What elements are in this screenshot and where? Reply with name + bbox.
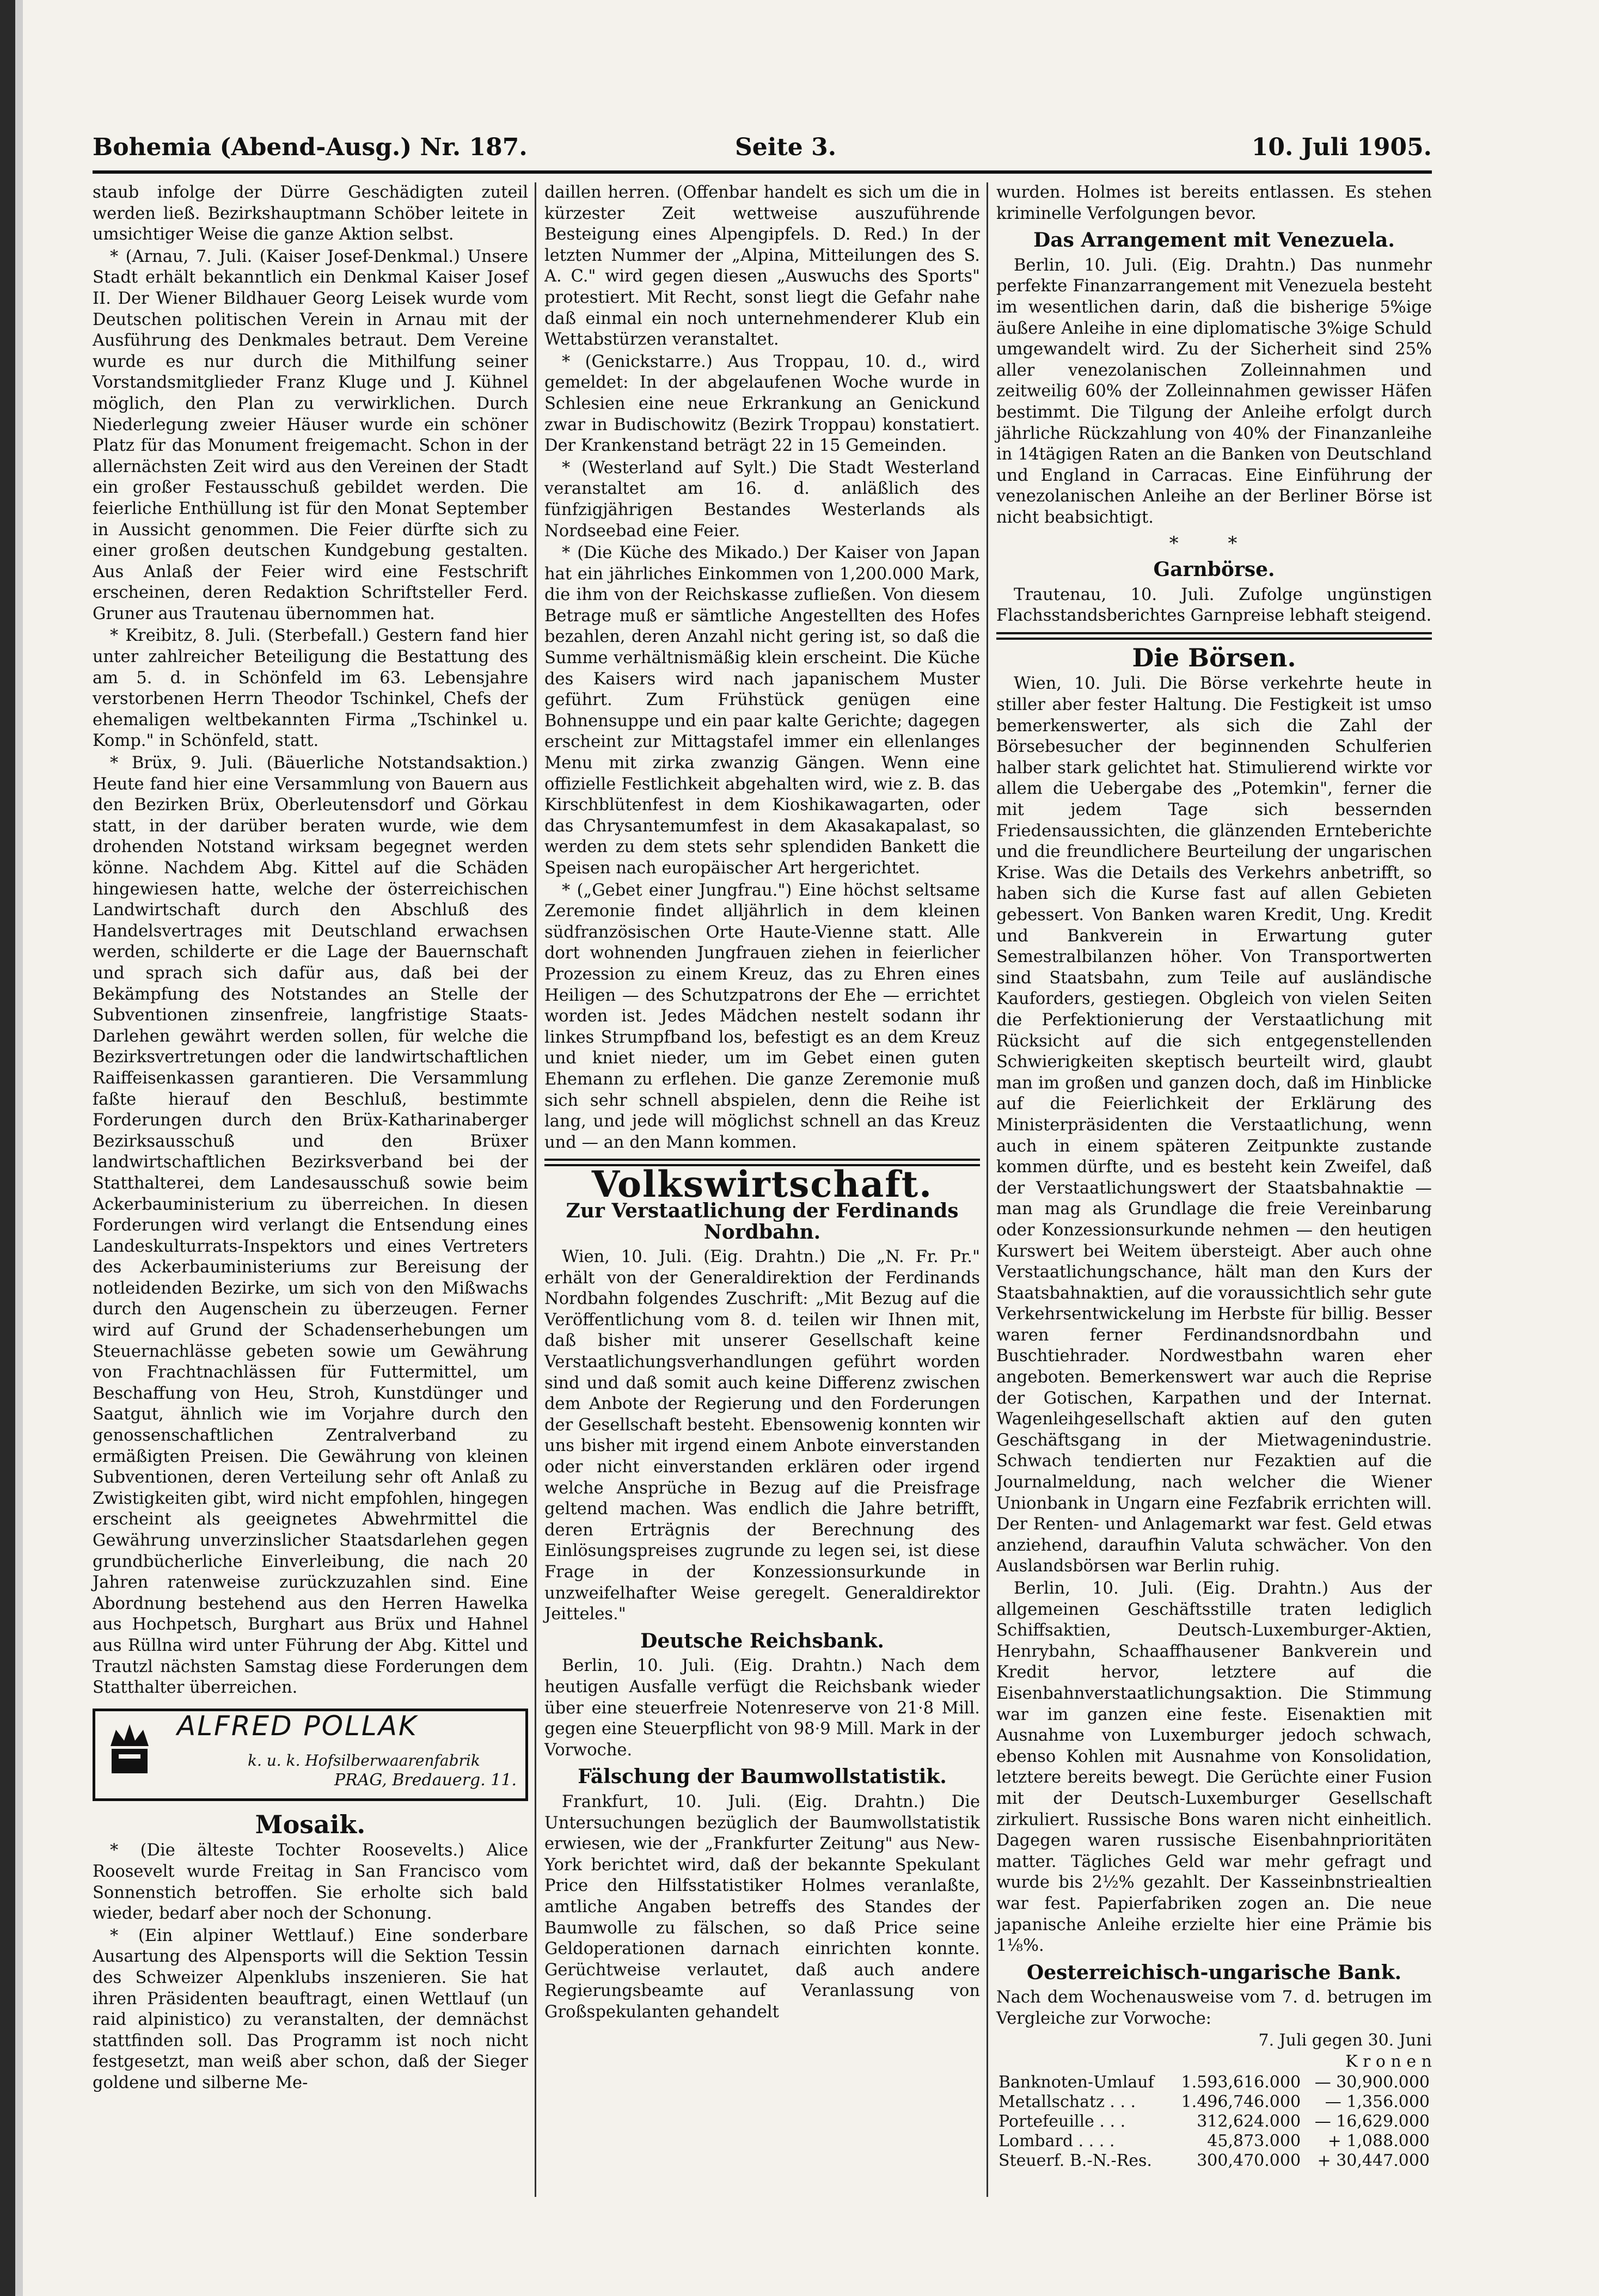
header-masthead: Bohemia (Abend-Ausg.) Nr. 187. [93,133,528,161]
column-2 [544,182,980,2024]
article-headline: Garnbörse. [1153,558,1275,581]
article-paragraph: * Brüx, 9. Juli. (Bäuerliche Notstandsaktion.) Heute fand hier eine Versammlung von Bauern aus den Bezirken Brüx, Oberleutensdorf und Görkau statt, in der darüber beraten wurde, wie dem drohenden Notstand wirksam begegnet werden könne. Nachdem Abg. Kittel auf die Schäden hingewiesen hatte, welche der österreichischen Landwirtschaft durch den Abschluß des Handelsvertrages mit Deutschland erwachsen werden, schilderte er die Lage der Bauernschaft und sprach sich dafür aus, daß bei der Bekämpfung des Notstandes an Stelle der Subventionen zinsenfreie, langfristige Staats-Darlehen gewährt werden sollen, für welche die Bezirksvertretungen oder die landwirtschaftlichen Raiffeisenkassen garantieren. Die Versammlung faßte hierauf den Beschluß, bestimmte Forderungen durch den Brüx-Katharinaberger Bezirksausschuß und den Brüxer landwirtschaftlichen Bezirksverband bei der Statthalterei, dem Landesausschuß sowie beim Ackerbauministerium zu überreichen. In diesen Forderungen wird verlangt die Entsendung eines Landeskulturrats-Inspektors und eines Vertreters des Ackerbauministeriums zur Bereisung der notleidenden Bezirke, um sich von den Mißwachs durch den Augenschein zu überzeugen. Ferner wird auf Grund der Schadenserhebungen um Steuernachlässe gebeten sowie um Gewährung von Frachtnachlässen für Futtermittel, um Beschaffung von Heu, Stroh, Kunstdünger und Saatgut, ähnlich wie im Vorjahre durch den genossenschaftlichen Zentralverband zu ermäßigten Preisen. Die Gewährung von kleinen Subventionen, deren Verteilung sehr oft Anlaß zu Zwistigkeiten gibt, wird nicht empfohlen, hingegen erscheint als geeignetes Abwehrmittel die Gewährung unverzinslicher Staatsdarlehen gegen grundbücherliche Einverleibung, die nach 20 Jahren ratenweise zurückzuzahlen sind. Eine Abordnung bestehend aus den Herren Hawelka aus Hochpetsch, Burghart aus Brüx und Hahnel aus Rüllna wird unter Führung der Abg. Kittel und Trautzl nächsten Samstag diese Forderungen dem Statthalter überreichen. [93,754,528,1698]
table-row [996,2092,1432,2112]
section-title-volkswirtschaft: Volkswirtschaft. [591,1163,933,1206]
section-title-mosaik: Mosaik. [255,1809,366,1839]
column-divider [535,182,536,2197]
article-paragraph: wurden. Holmes ist bereits entlassen. Es stehen kriminelle Verfolgungen bevor. [996,183,1432,223]
row-label: Metallschatz . . . [998,2092,1136,2111]
column-1 [93,182,528,2095]
table-header: 7. Juli gegen 30. Juni [1258,2031,1432,2050]
article-paragraph: Nach dem Wochenausweise vom 7. d. betrugen im Vergleiche zur Vorwoche: [996,1988,1432,2028]
section-title-boersen: Die Börsen. [1132,642,1296,672]
advertisement-box [93,1709,528,1801]
row-value: 312,624.000 [1197,2111,1301,2131]
newspaper-page [93,123,1432,2230]
article-headline: Fälschung der Baumwollstatistik. [578,1765,947,1789]
scan-edge [0,0,15,2296]
ad-subtitle: k. u. k. Hofsilberwaarenfabrik [248,1751,480,1770]
article-paragraph: Trautenau, 10. Juli. Zufolge ungünstigen Flachsstandsberichtes Garnpreise lebhaft steigend. [996,585,1432,626]
table-header-unit: K r o n e n [1345,2052,1432,2072]
row-label: Banknoten-Umlauf [998,2072,1154,2092]
page-header [93,128,1432,172]
separator-stars: * * [1169,532,1259,554]
row-change: — 16,629.000 [1314,2111,1430,2131]
ad-company-name: ALFRED POLLAK [177,1710,418,1742]
row-value: 300,470.000 [1197,2151,1301,2170]
row-change: — 1,356.000 [1325,2092,1430,2111]
crown-emblem-icon [105,1719,154,1779]
article-paragraph: * (Genickstarre.) Aus Troppau, 10. d., wird gemeldet: In der abgelaufenen Woche wurde in Schlesien eine neue Erkrankung an Genickund zwar in Budischowitz (Bezirk Troppau) konstatiert. Der Krankenstand beträgt 22 in 15 Gemeinden. [544,352,980,456]
ad-address: PRAG, Bredauerg. 11. [334,1770,517,1790]
article-paragraph: Frankfurt, 10. Juli. (Eig. Drahtn.) Die Untersuchungen bezüglich der Baumwollstatistik erwiesen, wie der „Frankfurter Zeitung" aus New-York berichtet wird, daß der bekannte Spekulant Price den Hilfsstatistiker Holmes veranlaßte, amtliche Angaben betreffs des Standes der Baumwolle zu fälschen, so daß Price seine Geldoperationen darnach einrichten konnte. Gerüchtweise verlautet, daß auch andere Regierungsbeamte auf Veranlassung von Großspekulanten gehandelt [544,1792,980,2022]
article-headline: Das Arrangement mit Venezuela. [1033,229,1395,252]
column-3 [996,182,1432,2171]
article-paragraph: * (Ein alpiner Wettlauf.) Eine sonderbare Ausartung des Alpensports will die Sektion Tessin des Schweizer Alpenklubs inszenieren. Sie hat ihren Präsidenten beauftragt, einen Wettlauf (un raid alpinistico) zu veranstalten, der demnächst stattfinden soll. Das Programm ist noch nicht festgesetzt, man weiß aber schon, daß der Sieger goldene und silberne Me- [93,1926,528,2092]
header-date: 10. Juli 1905. [1251,133,1432,161]
table-row [996,2073,1432,2092]
article-paragraph: * (Westerland auf Sylt.) Die Stadt Westerland veranstaltet am 16. d. anläßlich des fünfzigjährigen Bestandes Westerlands als Nordseebad eine Feier. [544,458,980,541]
article-paragraph: daillen herren. (Offenbar handelt es sich um die in kürzester Zeit wettweise auszuführende Besteigung eines Alpengipfels. D. Red.) In der letzten Nummer der „Alpina, Mitteilungen des S. A. C." wird gegen diesen „Auswuchs des Sports" protestiert. Mit Recht, sonst liegt die Gefahr nahe daß einmal ein noch unternehmenderer Klub ein Wettabstürzen veranstaltet. [544,183,980,350]
row-value: 45,873.000 [1207,2131,1301,2151]
row-label: Lombard . . . . [998,2131,1115,2151]
article-headline: Deutsche Reichsbank. [640,1629,884,1652]
article-paragraph: Wien, 10. Juli. (Eig. Drahtn.) Die „N. Fr. Pr." erhält von der Generaldirektion der Ferdinands Nordbahn folgendes Zuschrift: „Mit Bezug auf die Veröffentlichung vom 8. d. teilen wir Ihnen mit, daß bisher mit unserer Gesellschaft keine Verstaatlichungsverhandlungen geführt worden sind und daß somit auch keine Differenz zwischen dem Anbote der Regierung und den Forderungen der Gesellschaft besteht. Ebensowenig konnten wir uns bisher mit irgend einem Anbote einverstanden oder nicht einverstanden erklären oder irgend welche Ansprüche in Bezug auf die Preisfrage geltend machen. Was endlich die Jahre betrifft, deren Erträgnis der Berechnung des Einlösungspreises zugrunde zu legen sei, ist diese Frage in der Konzessionsurkunde in unzweifelhafter Weise geregelt. Generaldirektor Jeitteles." [544,1247,980,1624]
article-paragraph: Berlin, 10. Juli. (Eig. Drahtn.) Das nunmehr perfekte Finanzarrangement mit Venezuela besteht im wesentlichen darin, daß die bisherige 5%ige äußere Anleihe in eine diplomatische 3%ige Schuld umgewandelt wird. Zu der Sicherheit sind 25% aller venezolanischen Zolleinnahmen und zeitweilig 60% der Zolleinnahmen gewisser Häfen bestimmt. Die Tilgung der Anleihe erfolgt durch jährliche Rückzahlung von 40% der Finanzanleihe in 14tägigen Raten an die Banken von Deutschland und England in Carracas. Eine Einführung der venezolanischen Anleihe an der Berliner Börse ist nicht beabsichtigt. [996,255,1432,527]
row-label: Portefeuille . . . [998,2111,1126,2131]
article-headline: Zur Verstaatlichung der Ferdinands Nordbahn. [566,1199,959,1244]
table-row [996,2151,1432,2171]
article-paragraph: * („Gebet einer Jungfrau.") Eine höchst seltsame Zeremonie findet alljährlich in dem kleinen südfranzösischen Orte Haute-Vienne statt. Alle dort wohnenden Jungfrauen ziehen in feierlicher Prozession zu einem Kreuz, das zu Ehren eines Heiligen — des Schutzpatrons der Ehe — errichtet worden ist. Jedes Mädchen nestelt sodann ihr linkes Strumpfband los, befestigt es an dem Kreuz und kniet nieder, um im Gebet einen guten Ehemann zu erflehen. Die ganze Zeremonie muß sich sehr schnell abspielen, denn die Reihe ist lang, und jede will möglichst schnell an das Kreuz und — an den Mann kommen. [544,880,980,1152]
column-divider [987,182,988,2197]
section-rule [996,632,1432,640]
row-change: + 1,088.000 [1327,2131,1430,2151]
row-value: 1.496,746.000 [1181,2092,1301,2111]
table-row [996,2132,1432,2151]
article-paragraph: Berlin, 10. Juli. (Eig. Drahtn.) Nach dem heutigen Ausfalle verfügt die Reichsbank wieder über eine steuerfreie Notenreserve von 21·8 Mill. gegen eine Steuerpflicht von 98·9 Mill. Mark in der Vorwoche. [544,1656,980,1760]
article-paragraph: staub infolge der Dürre Geschädigten zuteil werden ließ. Bezirkshauptmann Schöber leitete in umsichtiger Weise die ganze Aktion selbst. [93,183,528,244]
table-row [996,2112,1432,2132]
article-paragraph: * (Die Küche des Mikado.) Der Kaiser von Japan hat ein jährliches Einkommen von 1,200.000 Mark, die ihm von der Reichskasse zufließen. Von diesem Betrage muß er sämtliche Angestellten des Hofes bezahlen, deren Anzahl nicht gering ist, so daß die Summe verhältnismäßig klein erscheint. Die Küche des Kaisers wird nach japanischem Muster geführt. Zum Frühstück genügen eine Bohnensuppe und ein paar kalte Gerichte; dagegen erscheint zur Mittagstafel immer ein ellenlanges Menu mit zirka zwanzig Gängen. Wenn eine offizielle Festlichkeit abgehalten wird, wie z. B. das Kirschblütenfest in dem Kioshikawagarten, oder das Chrysantemumfest in dem Akasakapalast, so werden zu dem stets sehr splendiden Bankett die Speisen nach europäischer Art hergerichtet. [544,543,980,878]
header-rule [93,170,1432,174]
row-value: 1.593,616.000 [1181,2072,1301,2092]
bank-table [996,2073,1432,2171]
row-label: Steuerf. B.-N.-Res. [998,2151,1152,2170]
article-headline: Oesterreichisch-ungarische Bank. [1026,1961,1402,1984]
article-paragraph: Berlin, 10. Juli. (Eig. Drahtn.) Aus der allgemeinen Geschäftsstille traten lediglich Schiffsaktien, Deutsch-Luxemburger-Aktien, Henrybahn, Schaaffhausener Bankverein und Kredit hervor, letztere auf die Eisenbahnverstaatlichungsaktion. Die Stimmung war im ganzen eine feste. Eisenaktien mit Ausnahme von Luxemburger jedoch schwach, ebenso Kohlen mit Ausnahme von Konsolidation, letztere bereits bewegt. Die Gerüchte einer Fusion mit der Deutsch-Luxemburger Gesellschaft zirkuliert. Russische Bons waren nicht einheitlich. Dagegen waren russische Eisenbahnprioritäten matter. Tägliches Geld war mehr gefragt und wurde bis 2½% gezahlt. Der Kasseinbnstriealtien war fest. Papierfabriken zogen an. Die neue japanische Anleihe erzielte hier eine Prämie bis 1⅛%. [996,1579,1432,1956]
header-page-number: Seite 3. [735,133,837,161]
row-change: + 30,447.000 [1317,2151,1430,2170]
article-paragraph: * (Die älteste Tochter Roosevelts.) Alice Roosevelt wurde Freitag in San Francisco vom Sonnenstich betroffen. Sie erholte sich bald wieder, bedarf aber noch der Schonung. [93,1841,528,1924]
article-paragraph: * (Arnau, 7. Juli. (Kaiser Josef-Denkmal.) Unsere Stadt erhält bekanntlich ein Denkmal Kaiser Josef II. Der Wiener Bildhauer Georg Leisek wurde vom Deutschen politischen Verein in Arnau mit der Ausführung des Denkmales betraut. Dem Vereine wurde es nur durch die Mithilfung seiner Vorstandsmitglieder Franz Kluge und J. Kühnel möglich, den Plan zu verwirklichen. Durch Niederlegung zweier Häuser wurde ein schöner Platz für das Monument freigemacht. Schon in der allernächsten Zeit wird aus den Vereinen der Stadt ein großer Festausschuß gebildet werden. Die feierliche Enthüllung ist für den Monat September in Aussicht genommen. Die Feier dürfte sich zu einer großen deutschen Kundgebung gestalten. Aus Anlaß der Feier wird eine Festschrift erscheinen, deren Redaktion Schriftsteller Ferd. Gruner aus Trautenau übernommen hat. [93,247,528,623]
article-paragraph: * Kreibitz, 8. Juli. (Sterbefall.) Gestern fand hier unter zahlreicher Beteiligung die Bestattung des am 5. d. in Schönfeld im 63. Lebensjahre verstorbenen Herrn Theodor Tschinkel, Chefs der ehemaligen weltbekannten Firma „Tschinkel u. Komp." in Schönfeld, statt. [93,626,528,751]
article-paragraph: Wien, 10. Juli. Die Börse verkehrte heute in stiller aber fester Haltung. Die Festigkeit ist umso bemerkenswerter, als sich die Zahl der Börsebesucher der beginnenden Schulferien halber stark gelichtet hat. Stimulierend wirkte vor allem die Uebergabe des „Potemkin", ferner die mit jedem Tage sich bessernden Friedensaussichten, die glänzenden Ernteberichte und die freundlichere Beurteilung der ungarischen Krise. Was die Details des Verkehrs anbetrifft, so haben sich die Kurse fast auf allen Gebieten gebessert. Von Banken waren Kredit, Ung. Kredit und Bankverein in Erwartung guter Semestralbilanzen höher. Von Transportwerten sind Staatsbahn, zum Teile auf ausländische Kauforders, gestiegen. Obgleich von vielen Seiten die Perfektionierung der Verstaatlichung mit Rücksicht auf die sich entgegenstellenden Schwierigkeiten skeptisch beurteilt wird, glaubt man im großen und ganzen doch, daß im Hinblicke auf die Feierlichkeit der Erklärung des Ministerpräsidenten die Verstaatlichung, wenn auch in einem späteren Zeitpunkte zustande kommen dürfte, und es besteht kein Zweifel, daß der Verstaatlichungswert der Staatsbahnaktie — man mag als Grundlage die freie Vereinbarung oder Konzessionsurkunde nehmen — den heutigen Kurswert bei Weitem übersteigt. Aber auch ohne Verstaatlichungschance, hält man den Kurs der Staatsbahnaktien, auf die voraussichtlich sehr gute Verkehrsentwickelung im Herbste für billig. Besser waren ferner Ferdinandsnordbahn und Buschtiehrader. Nordwestbahn waren eher angeboten. Bemerkenswert war auch die Reprise der Gotischen, Karpathen und der Internat. Wagenleihgesellschaft aktien auf den guten Geschäftsgang in der Mietwagenindustrie. Schwach tendierten nur Fezaktien auf die Journalmeldung, nach welcher die Wiener Unionbank in Ungarn eine Fezfabrik errichten will. Der Renten- und Anlagemarkt war fest. Geld etwas anziehend, daraufhin Valuta schwächer. Von den Auslandsbörsen war Berlin ruhig. [996,674,1432,1576]
scan-edge-shadow [15,0,23,2296]
row-change: — 30,900.000 [1314,2072,1430,2092]
